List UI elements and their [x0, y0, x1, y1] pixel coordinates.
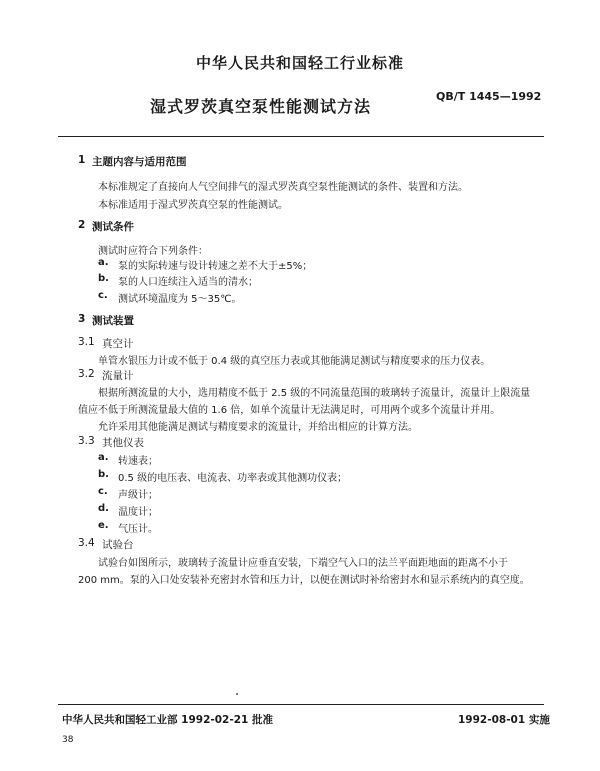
list-item: 温度计； — [118, 507, 158, 518]
list-marker: c. — [98, 290, 108, 301]
list-marker: b. — [98, 273, 109, 284]
subsection-3-2-title: 流量计 — [102, 370, 134, 382]
section-3-number: 3 — [78, 313, 86, 325]
list-item: 声级计； — [118, 490, 158, 501]
list-item: 气压计。 — [118, 524, 158, 535]
list-marker: d. — [98, 503, 109, 514]
scan-speck — [236, 693, 238, 695]
issuer-title: 中华人民共和国轻工行业标准 — [195, 54, 404, 72]
page-number: 38 — [62, 735, 74, 745]
subsection-3-4-number: 3.4 — [78, 537, 95, 549]
approval-date: 中华人民共和国轻工业部 1992-02-21 批准 — [62, 714, 273, 726]
section-1-number: 1 — [78, 154, 86, 166]
section-2-number: 2 — [78, 219, 86, 231]
subsection-3-3-number: 3.3 — [78, 435, 95, 447]
paragraph-line: 根据所测流量的大小，选用精度不低于 2.5 级的不同流量范围的玻璃转子流量计，流量计上限流量 — [98, 388, 531, 399]
subsection-3-1-title: 真空计 — [102, 338, 134, 350]
subsection-3-4-title: 试验台 — [102, 539, 134, 551]
list-marker: b. — [98, 469, 109, 480]
section-2-title: 测试条件 — [92, 221, 134, 233]
standard-code: QB/T 1445—1992 — [436, 90, 542, 103]
section-1-paragraph: 本标准规定了直接向人气空间排气的湿式罗茨真空泵性能测试的条件、装置和方法。 — [98, 182, 468, 193]
effective-date: 1992-08-01 实施 — [458, 714, 550, 726]
section-2-intro: 测试时应符合下列条件： — [98, 246, 208, 257]
list-item: 泵的实际转速与设计转速之差不大于±5%； — [118, 261, 313, 272]
paragraph-line: 试验台如图所示，玻璃转子流量计应垂直安装，下端空气入口的法兰平面距地面的距离不小于 — [98, 558, 508, 569]
subsection-3-1-number: 3.1 — [78, 336, 95, 348]
section-3-title: 测试装置 — [92, 315, 134, 327]
paragraph-line: 200 mm。泵的入口处安装补充密封水管和压力计，以便在测试时补给密封水和显示系统内的真空度。 — [78, 575, 530, 586]
list-item: 0.5 级的电压表、电流表、功率表或其他测功仪表； — [118, 473, 348, 484]
list-marker: e. — [98, 520, 109, 531]
paragraph-line: 允许采用其他能满足测试与精度要求的流量计，并给出相应的计算方法。 — [98, 422, 418, 433]
subsection-3-3-title: 其他仪表 — [102, 437, 144, 449]
list-item: 测试环境温度为 5～35℃。 — [118, 294, 242, 305]
list-marker: a. — [98, 257, 109, 268]
list-item: 泵的人口连续注入适当的清水； — [118, 277, 258, 288]
subsection-3-1-text: 单管水银压力计或不低于 0.4 级的真空压力表或其他能满足测试与精度要求的压力仪表。 — [98, 356, 491, 367]
list-item: 转速表； — [118, 456, 158, 467]
subsection-3-2-number: 3.2 — [78, 368, 95, 380]
section-1-title: 主题内容与适用范围 — [92, 156, 187, 168]
header-divider — [58, 136, 544, 137]
document-title: 湿式罗茨真空泵性能测试方法 — [150, 97, 372, 116]
footer-divider — [58, 704, 544, 705]
list-marker: a. — [98, 452, 109, 463]
list-marker: c. — [98, 486, 108, 497]
section-1-paragraph: 本标准适用于湿式罗茨真空泵的性能测试。 — [98, 200, 288, 211]
paragraph-line: 值应不低于所测流量最大值的 1.6 倍，如单个流量计无法满足时，可用两个或多个流量计并用。 — [78, 405, 501, 416]
